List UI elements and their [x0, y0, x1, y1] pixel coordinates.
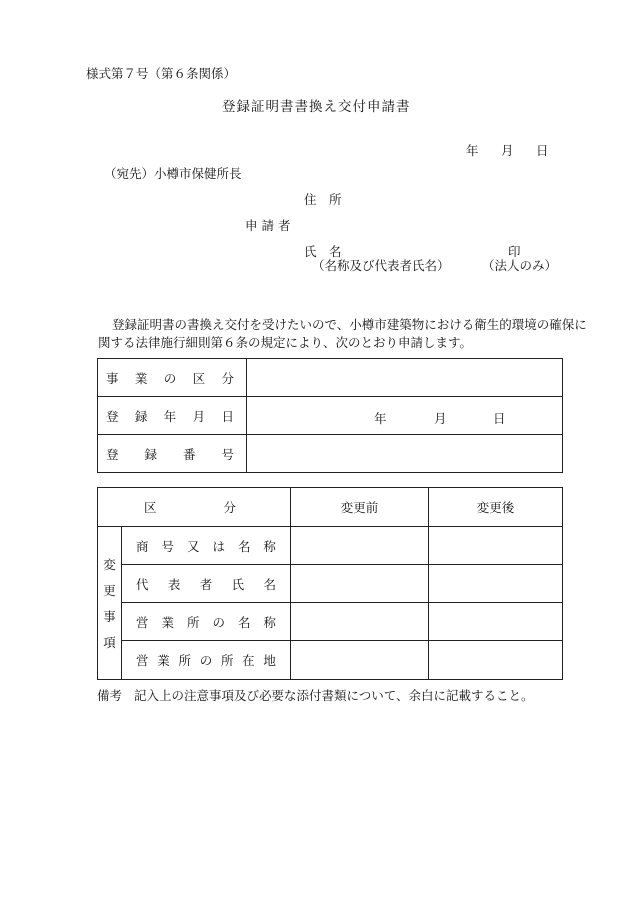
date-day-label: 日	[536, 143, 549, 158]
registration-info-table	[97, 358, 563, 473]
representative-name-label: 代 表 者 氏 名	[122, 565, 291, 603]
table-row	[98, 565, 563, 603]
representative-name-before-field[interactable]	[291, 565, 429, 603]
registration-number-field[interactable]	[247, 435, 563, 473]
representative-name-after-field[interactable]	[429, 565, 563, 603]
registration-number-label: 登 録 番 号	[98, 435, 247, 473]
registration-month-label: 月	[434, 410, 447, 426]
name-label: 氏 名	[304, 244, 342, 259]
seal-label: 印	[508, 244, 521, 259]
office-name-after-field[interactable]	[429, 603, 563, 641]
office-address-before-field[interactable]	[291, 641, 429, 680]
name-note: （名称及び代表者氏名）	[312, 258, 450, 273]
change-details-table	[97, 487, 563, 680]
form-number: 様式第７号（第６条関係）	[86, 66, 237, 81]
trade-name-label: 商 号 又 は 名 称	[122, 527, 291, 565]
remarks-label: 備考	[97, 688, 123, 703]
office-address-label: 営 業 所 の 所 在 地	[122, 641, 291, 680]
office-name-label: 営 業 所 の 名 称	[122, 603, 291, 641]
registration-year-label: 年	[374, 410, 387, 426]
date-month-label: 月	[501, 143, 514, 158]
table-row	[98, 488, 563, 527]
table-row	[98, 641, 563, 680]
address-label: 住 所	[304, 192, 342, 207]
body-text-line2: 関する法律施行細則第６条の規定により、次のとおり申請します。	[98, 335, 473, 350]
office-name-before-field[interactable]	[291, 603, 429, 641]
applicant-label: 申 請 者	[245, 218, 291, 233]
before-change-header: 変更前	[291, 488, 429, 527]
business-category-label: 事 業 の 区 分	[98, 359, 247, 397]
seal-note: （法人のみ）	[482, 258, 558, 273]
registration-date-label: 登 録 年 月 日	[98, 397, 247, 435]
registration-day-label: 日	[493, 410, 506, 426]
trade-name-before-field[interactable]	[291, 527, 429, 565]
table-row	[98, 435, 563, 473]
table-row	[98, 603, 563, 641]
after-change-header: 変更後	[429, 488, 563, 527]
addressee: （宛先）小樽市保健所長	[104, 166, 242, 181]
table-row	[98, 359, 563, 397]
table-row	[98, 397, 563, 435]
registration-date-field[interactable]	[247, 397, 563, 435]
trade-name-after-field[interactable]	[429, 527, 563, 565]
category-header: 区 分	[98, 488, 291, 527]
body-text-line1: 登録証明書の書換え交付を受けたいので、小樽市建築物における衛生的環境の確保に	[112, 317, 587, 332]
office-address-after-field[interactable]	[429, 641, 563, 680]
change-items-side-label: 変 更 事 項	[98, 527, 122, 680]
table-row	[98, 527, 563, 565]
remarks-text: 記入上の注意事項及び必要な添付書類について、余白に記載すること。	[134, 688, 534, 703]
date-year-label: 年	[466, 143, 479, 158]
form-title: 登録証明書書換え交付申請書	[222, 99, 411, 115]
business-category-field[interactable]	[247, 359, 563, 397]
